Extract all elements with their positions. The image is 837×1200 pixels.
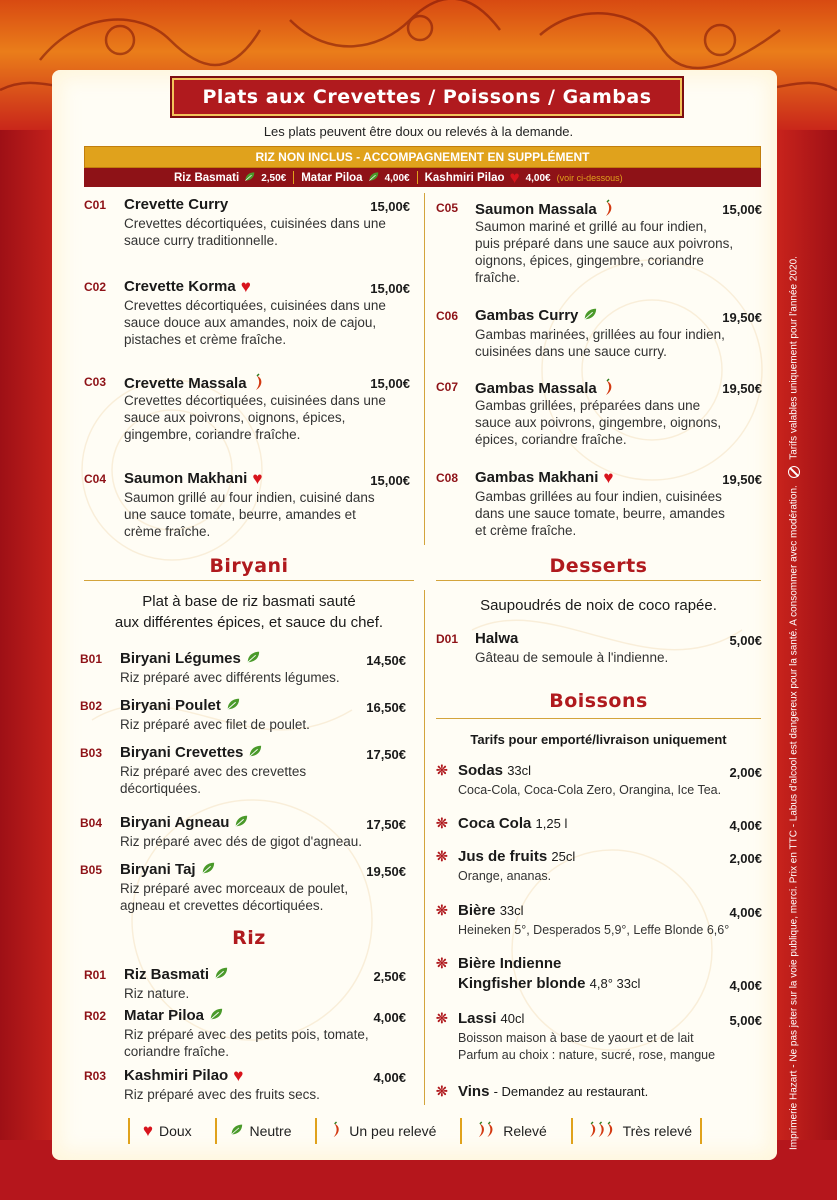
biryani-subtitle [84,591,414,633]
item-name-text: Biryani Agneau [120,814,230,831]
item-description [475,488,762,539]
item-description [124,489,410,540]
leaf-icon [244,171,255,185]
legal-side-note: Imprimerie Hazart - Ne pas jeter sur la voie publique, merci. Prix en TTC - Labus d'alcool est dangereux pour la santé. A consommer avec modération. Tarifs valables uniquement pour l'année 2020. [788,256,800,1150]
item-name [475,469,613,486]
item-name [124,278,251,295]
item-name [475,630,518,647]
legend-item [215,1118,299,1144]
item-code: B05 [80,863,103,877]
item-code: D01 [436,632,459,646]
description-line: Riz préparé avec dés de gigot d'agneau. [120,834,362,849]
drink-size: 1,25 l [535,816,568,831]
leaf-icon [248,744,262,762]
page-title: Plats aux Crevettes / Poissons / Gambas [202,86,652,108]
description-line: sauce douce aux amandes, noix de cajou, [124,315,377,330]
drink-price: 2,00€ [729,851,762,866]
drink-name-text: Bière Indienne [458,955,562,972]
separator [293,171,294,184]
drink-name [458,1083,648,1100]
item-name [475,307,597,325]
flower-bullet-icon: ❊ [436,848,448,864]
item-code: R03 [84,1069,107,1083]
drink-size: 40cl [500,1011,525,1026]
item-price: 19,50€ [366,864,406,879]
drink-name [458,762,531,779]
desserts-title: Desserts [549,555,648,577]
boissons-subtitle: Tarifs pour emporté/livraison uniquement [470,732,727,747]
heart-icon: ♥ [142,1121,153,1140]
heart-icon: ♥ [509,167,520,187]
description-line: Orange, ananas. [458,869,552,883]
item-price: 15,00€ [370,281,410,296]
legend-item [571,1118,703,1144]
description-line: sauce aux poivrons, oignons, épices, [124,410,346,425]
item-name [120,814,248,832]
item-name [120,697,240,715]
side-option [424,167,551,187]
drink-size: 33cl [499,903,524,918]
side-option [301,171,409,185]
background-left-border [0,0,60,1200]
drink-name-text: Lassi [458,1010,497,1027]
description-line: fraîche. [475,270,521,285]
item-name [124,470,262,487]
item-name-text: Saumon Makhani [124,470,248,487]
rice-notice-text: RIZ NON INCLUS - ACCOMPAGNEMENT EN SUPPLÉMENT [255,150,590,164]
item-description [124,297,410,348]
side-price: 4,00€ [384,172,410,184]
drink-name [458,955,561,972]
item-code: C01 [84,198,107,212]
side-name: Kashmiri Pilao [424,171,505,184]
riz-title: Riz [232,927,266,949]
item-description [120,763,406,797]
description-line: pistaches et crème fraîche. [124,332,287,347]
description-line: sauce curry traditionnelle. [124,233,278,248]
spice-legend [120,1117,710,1145]
leaf-icon [230,1123,243,1139]
item-name-text: Saumon Massala [475,200,597,218]
item-name [120,861,215,879]
item-name-text: Biryani Légumes [120,650,241,667]
description-line: Riz préparé avec différents légumes. [120,670,340,685]
item-name [124,1007,223,1025]
description-line: Gambas grillées, préparées dans une [475,398,701,413]
item-price: 19,50€ [722,310,762,325]
description-line: Saumon mariné et grillé au four indien, [475,219,707,234]
sides-bar [84,168,761,187]
legend-item [128,1118,200,1144]
description-line: puis préparé dans une sauce aux poivrons, [475,236,734,251]
boissons-title: Boissons [549,690,648,712]
desserts-subtitle: Saupoudrés de noix de coco rapée. [480,597,717,614]
biryani-title: Biryani [209,555,289,577]
item-name-text: Kashmiri Pilao [124,1067,229,1084]
description-line: Riz préparé avec morceaux de poulet, [120,881,349,896]
item-price: 15,00€ [722,202,762,217]
item-price: 2,50€ [373,969,406,984]
legend-label: Relevé [503,1123,547,1139]
heart-icon: ♥ [233,1066,244,1086]
legend-label: Neutre [249,1123,292,1139]
page-title-banner [172,78,682,116]
item-name [120,744,262,762]
chili-3-icon [586,1121,617,1141]
item-description [475,326,762,360]
leaf-icon [246,650,260,668]
item-name-text: Crevette Massala [124,374,247,392]
item-name-text: Gambas Curry [475,307,579,324]
drink-name2-text: Kingfisher blonde [458,975,586,992]
side-name: Riz Basmati [174,171,240,184]
item-description [124,1026,406,1060]
description-line: Riz préparé avec des crevettes [120,764,307,779]
item-description [120,833,406,850]
drink-price: 4,00€ [729,818,762,833]
item-name [124,966,228,984]
description-line: Saumon grillé au four indien, cuisiné dans [124,490,375,505]
drink-size: 4,8° 33cl [589,976,641,991]
item-code: C05 [436,201,459,215]
item-description [124,985,406,1002]
item-price: 19,50€ [722,381,762,396]
intro-text: Les plats peuvent être doux ou relevés à la demande. [263,124,574,139]
description-line: Heineken 5°, Desperados 5,9°, Leffe Blonde 6,6° [458,923,730,937]
item-name-text: Biryani Poulet [120,697,221,714]
flower-bullet-icon: ❊ [436,1010,448,1026]
item-description [124,1086,406,1103]
item-name-text: Matar Piloa [124,1007,205,1024]
leaf-icon [583,307,597,325]
drink-name-line2 [458,975,640,992]
leaf-icon [368,171,379,185]
flower-bullet-icon: ❊ [436,815,448,831]
item-price: 17,50€ [366,817,406,832]
sides-note: (voir ci-dessous) [556,172,623,183]
leaf-icon [201,861,215,879]
side-price: 2,50€ [261,172,287,184]
description-line: coriandre fraîche. [124,1044,230,1059]
drink-price: 5,00€ [729,1013,762,1028]
description-line: Riz préparé avec des fruits secs. [124,1087,320,1102]
item-price: 16,50€ [366,700,406,715]
item-code: C06 [436,309,459,323]
description-line: crème fraîche. [124,524,211,539]
item-code: B03 [80,746,103,760]
heart-icon: ♥ [252,469,263,489]
item-description [124,215,410,249]
flower-bullet-icon: ❊ [436,1083,448,1099]
description-line: oignons, épices, gingembre, coriandre [475,253,704,268]
item-name-text: Gambas Massala [475,379,597,397]
description-line: et crème fraîche. [475,523,577,538]
drink-name-text: Sodas [458,762,504,779]
no-alcohol-icon [788,466,800,478]
leaf-icon [209,1007,223,1025]
legend-label: Un peu relevé [349,1123,437,1139]
column-divider-bottom [424,590,425,1105]
item-description [475,218,762,286]
legend-label: Très relevé [622,1123,693,1139]
item-code: C08 [436,471,459,485]
biryani-subtitle-line: Plat à base de riz basmati sauté [142,593,356,610]
drink-name-text: Bière [458,902,496,919]
item-description [120,669,406,686]
item-code: C03 [84,375,107,389]
drink-description [458,868,768,885]
drink-name [458,902,524,919]
item-name [124,1067,243,1084]
item-code: B01 [80,652,103,666]
legend-label: Doux [158,1123,192,1139]
description-line: Gambas grillées au four indien, cuisinées [475,489,722,504]
chili-1-icon [330,1121,343,1141]
side-option [174,171,286,185]
item-price: 19,50€ [722,472,762,487]
description-line: Riz préparé avec des petits pois, tomate, [124,1027,369,1042]
item-price: 5,00€ [729,633,762,648]
side-name: Matar Piloa [301,171,363,184]
description-line: Gambas marinées, grillées au four indien, [475,327,725,342]
legend-item [460,1118,555,1144]
section-divider [436,580,761,581]
drink-name-text: Coca Cola [458,815,532,832]
drink-size: - Demandez au restaurant. [493,1084,649,1099]
heart-icon: ♥ [240,277,251,297]
item-name-text: Riz Basmati [124,966,210,983]
leaf-icon [234,814,248,832]
description-line: agneau et crevettes décortiquées. [120,898,324,913]
description-line: Crevettes décortiquées, cuisinées dans une [124,393,386,408]
item-name [124,196,228,213]
section-divider [436,718,761,719]
description-line: Riz préparé avec filet de poulet. [120,717,310,732]
description-line: décortiquées. [120,781,202,796]
item-code: B02 [80,699,103,713]
item-name [120,650,260,668]
description-line: Parfum au choix : nature, sucré, rose, mangue [458,1048,716,1062]
item-description [475,397,762,448]
item-description [475,649,762,666]
description-line: cuisinées dans une sauce curry. [475,344,667,359]
item-price: 15,00€ [370,473,410,488]
rice-notice-bar [84,146,761,168]
side-price: 4,00€ [525,172,551,184]
flower-bullet-icon: ❊ [436,902,448,918]
item-price: 4,00€ [373,1010,406,1025]
chili-2-icon [475,1121,497,1141]
description-line: Boisson maison à base de yaourt et de lait [458,1031,694,1045]
legend-item [315,1118,444,1144]
description-line: épices, coriandre fraîche. [475,432,627,447]
biryani-subtitle-line: aux différentes épices, et sauce du chef. [114,614,384,631]
item-price: 15,00€ [370,199,410,214]
item-description [120,880,406,914]
item-name-text: Biryani Taj [120,861,196,878]
description-line: une sauce tomate, beurre, amandes et [124,507,356,522]
description-line: Crevettes décortiquées, cuisinées dans une [124,216,386,231]
description-line: dans une sauce tomate, beurre, amandes [475,506,725,521]
item-price: 15,00€ [370,376,410,391]
drink-size: 33cl [507,763,532,778]
column-divider-top [424,193,425,545]
separator [417,171,418,184]
item-code: C04 [84,472,107,486]
drink-name [458,1010,524,1027]
item-code: C07 [436,380,459,394]
drink-name [458,848,575,865]
item-code: C02 [84,280,107,294]
item-name-text: Halwa [475,630,519,647]
item-price: 14,50€ [366,653,406,668]
description-line: Crevettes décortiquées, cuisinées dans une [124,298,386,313]
item-description [120,716,406,733]
flower-bullet-icon: ❊ [436,955,448,971]
drink-price: 4,00€ [729,905,762,920]
heart-icon: ♥ [603,468,614,488]
description-line: gingembre, coriandre fraîche. [124,427,301,442]
drink-description [458,922,768,939]
item-name-text: Crevette Korma [124,278,236,295]
item-code: R01 [84,968,107,982]
drink-name [458,815,567,832]
description-line: Coca-Cola, Coca-Cola Zero, Orangina, Ice Tea. [458,783,722,797]
section-divider [84,580,414,581]
item-description [124,392,410,443]
description-line: Gâteau de semoule à l'indienne. [475,650,669,665]
drink-size: 25cl [551,849,576,864]
drink-price: 2,00€ [729,765,762,780]
description-line: sauce aux poivrons, gingembre, oignons, [475,415,722,430]
item-name-text: Crevette Curry [124,196,229,213]
item-code: B04 [80,816,103,830]
description-line: Riz nature. [124,986,190,1001]
item-name-text: Gambas Makhani [475,469,599,486]
item-code: R02 [84,1009,107,1023]
drink-name-text: Vins [458,1083,490,1100]
drink-price: 4,00€ [729,978,762,993]
drink-name-text: Jus de fruits [458,848,548,865]
leaf-icon [214,966,228,984]
leaf-icon [226,697,240,715]
flower-bullet-icon: ❊ [436,762,448,778]
item-price: 4,00€ [373,1070,406,1085]
item-price: 17,50€ [366,747,406,762]
drink-description [458,782,768,799]
item-name-text: Biryani Crevettes [120,744,244,761]
background-right-border [777,0,837,1200]
drink-description [458,1030,768,1064]
